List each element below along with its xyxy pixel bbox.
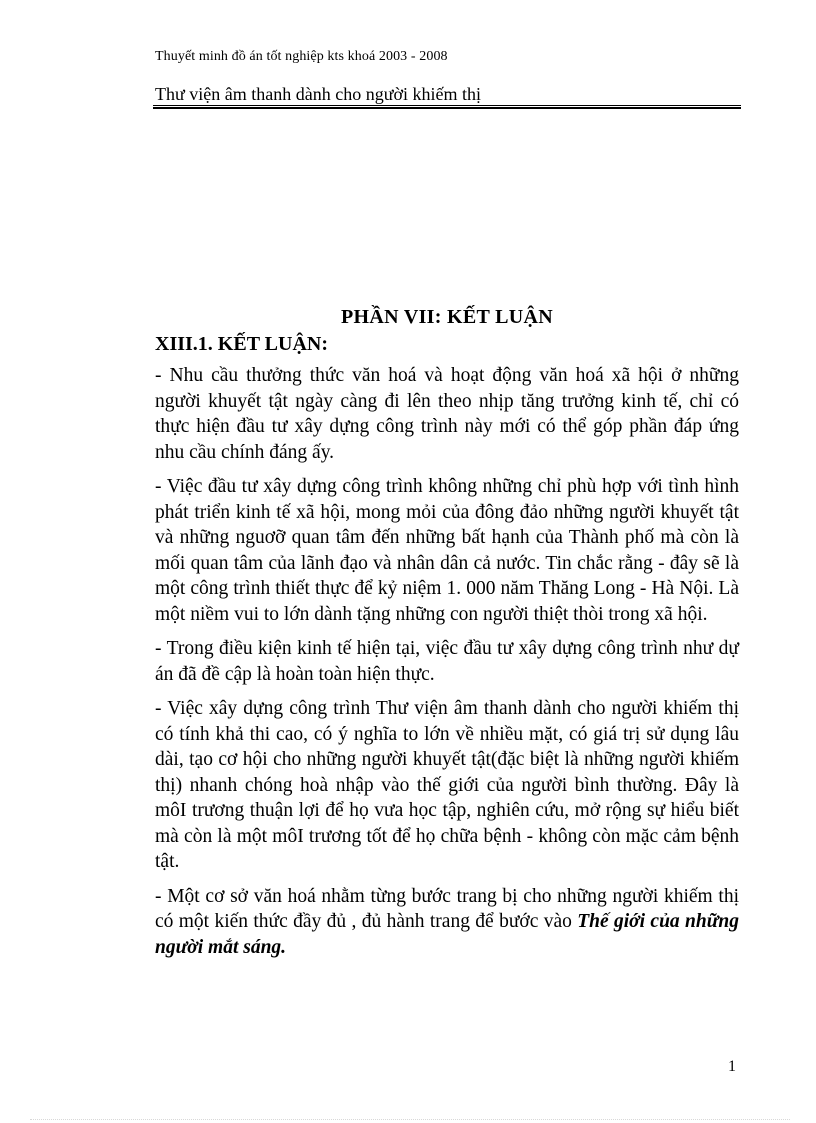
paragraph: - Việc xây dựng công trình Thư viện âm thanh dành cho người khiếm thị có tính khả thi cao, có ý nghĩa to lớn về nhiều mặt, có giá trị sử dụng lâu dài, tạo cơ hội cho những người khuyết tật(đặc biệt là những người khiếm thị) nhanh chóng hoà nhập vào thế giới của người bình thường. Đây là môI trương thuận lợi để họ vưa học tập, nghiên cứu, mở rộng sự hiểu biết mà còn là một môI trương tốt để họ chữa bệnh - không còn mặc cảm bệnh tật.	[155, 698, 739, 872]
header-divider	[153, 105, 741, 109]
paragraph: - Việc đầu tư xây dựng công trình không những chỉ phù hợp với tình hình phát triển kinh tế xã hội, mong mỏi của đông đảo những người khuyết tật và những nguơỡ quan tâm đến những bất hạnh của Thành phố mà còn là mối quan tâm của lãnh đạo và nhân dân cả nước. Tin chắc rằng - đây sẽ là một công trình thiết thực để kỷ niệm 1. 000 năm Thăng Long - Hà Nội. Là một niềm vui to lớn dành tặng những con người thiệt thòi trong xã hội.	[155, 476, 739, 625]
body-text	[155, 363, 739, 969]
page-number: 1	[728, 1058, 736, 1075]
document-header-subtitle: Thư viện âm thanh dành cho người khiếm thị	[155, 84, 481, 104]
section-title: PHẦN VII: KẾT LUẬN	[341, 306, 553, 328]
paragraph: - Nhu cầu thưởng thức văn hoá và hoạt động văn hoá xã hội ở những người khuyết tật ngày càng đi lên theo nhịp tăng trưởng kinh tế, chỉ có thực hiện đầu tư xây dựng công trình này mới có thể góp phần đáp ứng nhu cầu chính đáng ấy.	[155, 365, 739, 463]
sub-heading: XIII.1. KẾT LUẬN:	[155, 333, 328, 355]
paragraph	[155, 884, 739, 961]
page-bottom-edge	[30, 1119, 790, 1120]
paragraph-text: - Một cơ sở văn hoá nhằm từng bước trang bị cho những người khiếm thị có một kiến thức đầy đủ , đủ hành trang để bước vào	[155, 885, 739, 932]
paragraph: - Trong điều kiện kinh tế hiện tại, việc đầu tư xây dựng công trình như dự án đã đề cập là hoàn toàn hiện thực.	[155, 638, 739, 685]
emphasized-phrase: Thế giới của những người mắt sáng.	[155, 911, 739, 958]
document-header-title: Thuyết minh đồ án tốt nghiệp kts khoá 2003 - 2008	[155, 49, 448, 64]
